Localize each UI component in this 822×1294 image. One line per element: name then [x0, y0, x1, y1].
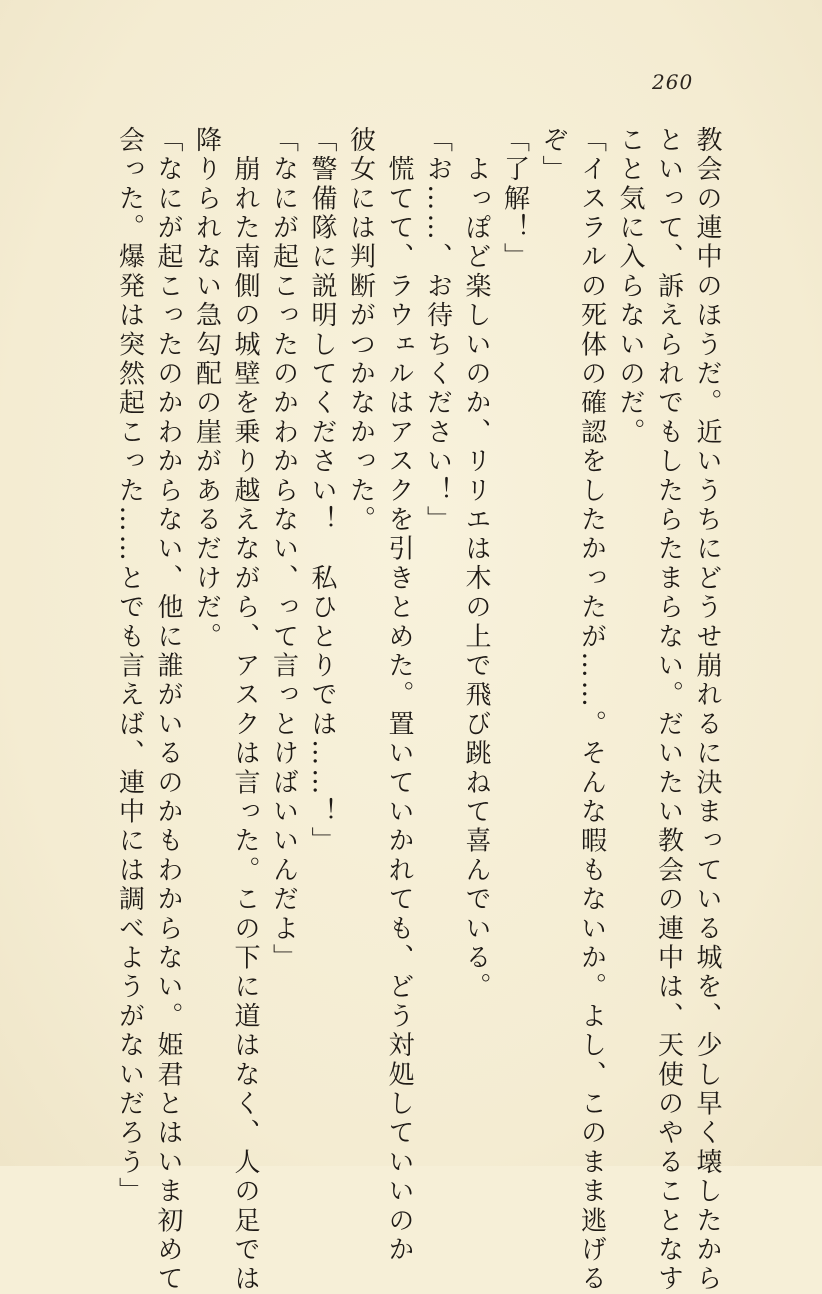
text-line: 会った。爆発は突然起こった……とでも言えば、連中には調べようがないだろう」	[114, 126, 145, 1207]
text-line: 降りられない急勾配の崖があるだけだ。	[191, 126, 222, 652]
text-line: 教会の連中のほうだ。近いうちにどうせ崩れるに決まっている城を、少し早く壊したから	[692, 126, 722, 1294]
text-line: 「なにが起こったのかわからない、って言っとけばいいんだよ」	[268, 126, 299, 973]
text-line: 「了解！」	[499, 126, 530, 272]
vertical-text-body	[110, 126, 726, 1294]
text-line: 「イスラルの死体の確認をしたかったが……。そんな暇もないか。よし、このまま逃げる	[576, 126, 607, 1294]
page-number: 260	[652, 70, 694, 94]
text-line: こと気に入らないのだ。	[615, 126, 645, 448]
text-line: 慌てて、ラウェルはアスクを引きとめた。置いていかれても、どう対処していいのか	[384, 126, 414, 1265]
text-line: ぞ」	[538, 126, 568, 185]
text-line: 「お……、お待ちください！」	[422, 126, 453, 535]
text-line: 彼女には判断がつかなかった。	[345, 126, 376, 535]
text-line: といって、訴えられでもしたらたまらない。だいたい教会の連中は、天使のやることなす	[653, 126, 684, 1294]
text-line: 「警備隊に説明してください！ 私ひとりでは……！」	[307, 126, 337, 856]
text-line: 崩れた南側の城壁を乗り越えながら、アスクは言った。この下に道はなく、人の足では	[230, 126, 260, 1294]
text-line: よっぽど楽しいのか、リリエは木の上で飛び跳ねて喜んでいる。	[461, 126, 491, 1003]
text-line: 「なにが起こったのかわからない、他に誰がいるのかもわからない。姫君とはいま初めて	[153, 126, 183, 1294]
